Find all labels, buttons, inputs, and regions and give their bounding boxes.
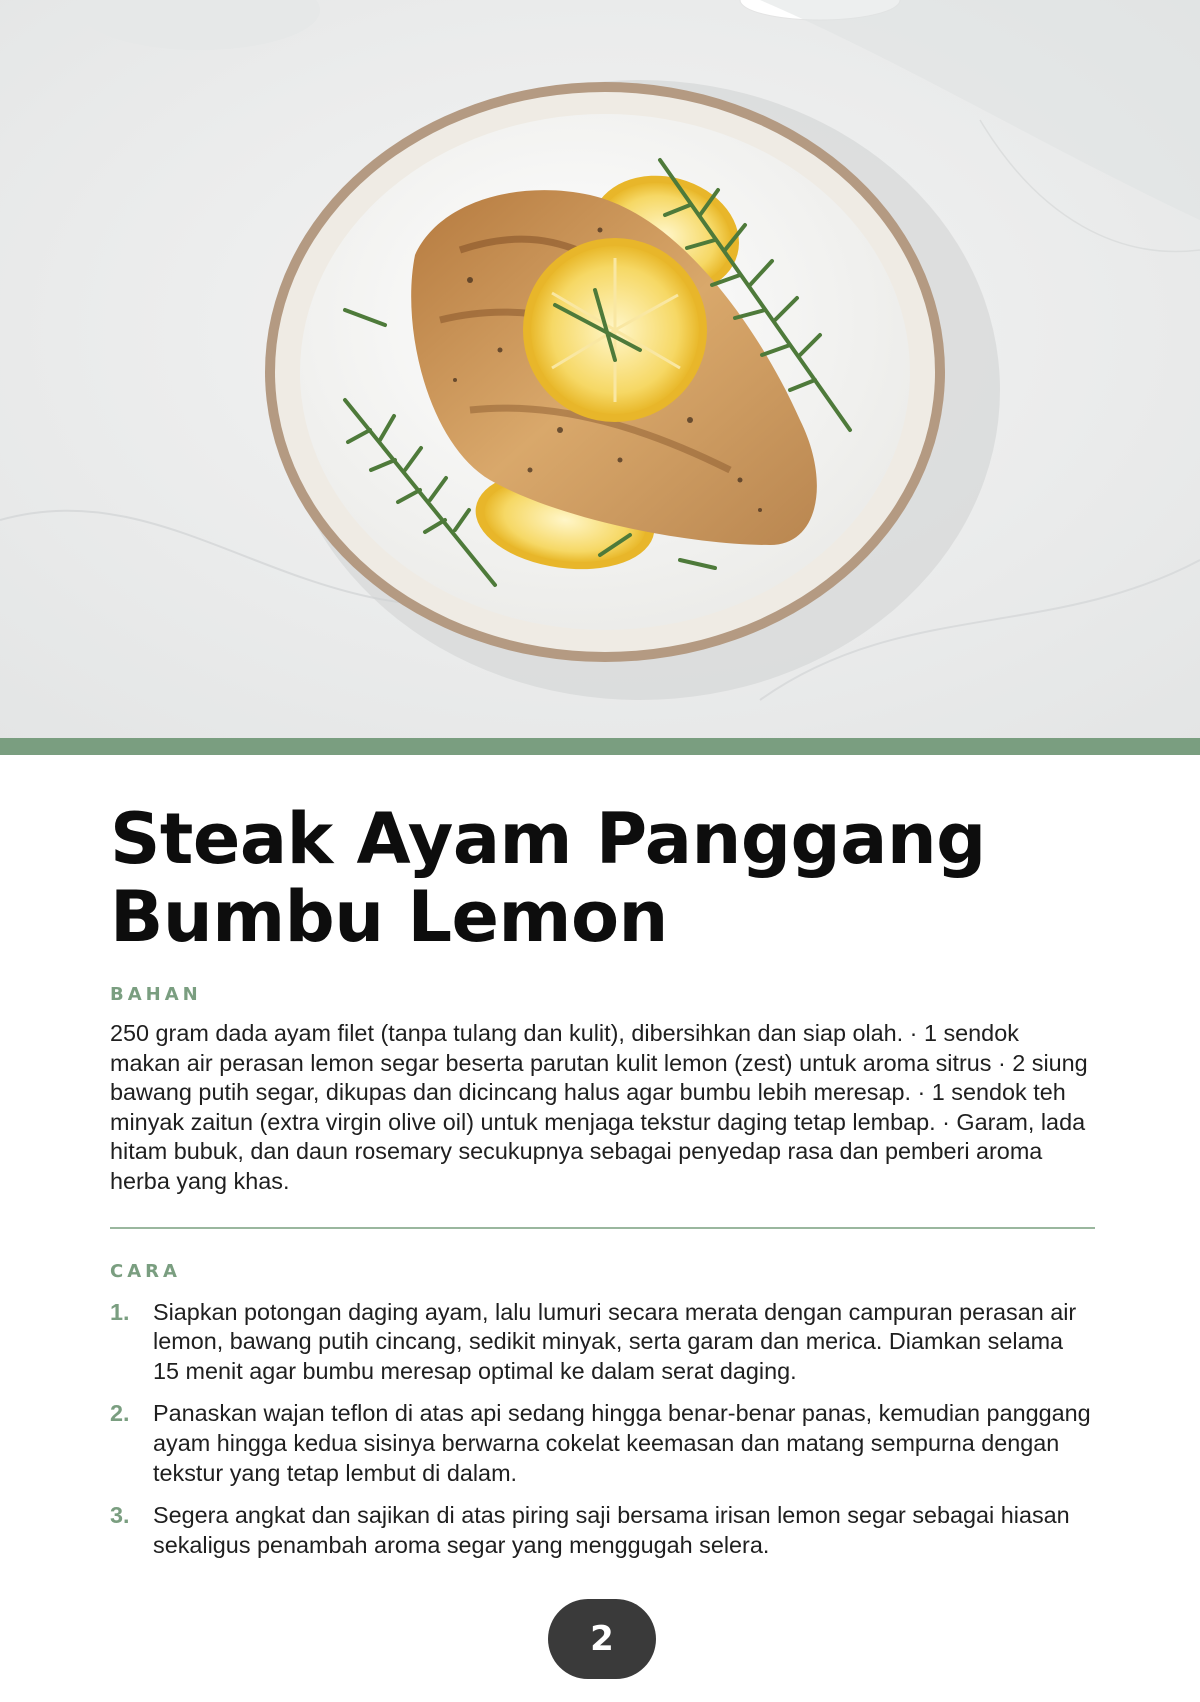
ingredients-text: 250 gram dada ayam filet (tanpa tulang dan kulit), dibersihkan dan siap olah. · 1 sendok makan air perasan lemon segar beserta parutan kulit lemon (zest) untuk aroma sitrus · 2 siung bawang putih segar, dikupas dan dicincang halus agar bumbu lebih meresap. · 1 sendok teh minyak zaitun (extra virgin olive oil) untuk menjaga tekstur daging tetap lembap. · Garam, lada hitam bubuk, dan daun rosemary secukupnya sebagai penyedap rasa dan pemberi aroma herba yang khas. xyxy=(110,1020,1088,1194)
page-number-badge: 2 xyxy=(548,1599,656,1679)
step-text: Siapkan potongan daging ayam, lalu lumuri secara merata dengan campuran perasan air lemon, bawang putih cincang, sedikit minyak, serta garam dan merica. Diamkan selama 15 menit agar bumbu meresap optimal ke dalam serat daging. xyxy=(153,1298,1077,1384)
step-number: 3. xyxy=(110,1502,130,1529)
step-number: 2. xyxy=(110,1400,130,1427)
steps-heading: CARA xyxy=(110,1260,181,1282)
recipe-title-line-2: Bumbu Lemon xyxy=(110,876,668,958)
recipe-title xyxy=(110,800,1095,956)
ingredients-heading: BAHAN xyxy=(110,984,202,1005)
grilled-chicken-plate-illustration xyxy=(0,0,1200,738)
step-text: Panaskan wajan teflon di atas api sedang hingga benar-benar panas, kemudian panggang ayam hingga kedua sisinya berwarna cokelat keemasan dan matang sempurna dengan tekstur yang tetap lembut di dalam. xyxy=(153,1400,1091,1486)
step-item xyxy=(110,1501,1095,1560)
recipe-title-line-1: Steak Ayam Panggang xyxy=(110,798,986,880)
accent-divider-bar xyxy=(0,738,1200,755)
recipe-card xyxy=(110,800,1095,1573)
step-item xyxy=(110,1298,1095,1387)
step-number: 1. xyxy=(110,1298,130,1325)
step-item xyxy=(110,1399,1095,1488)
hero-photo xyxy=(0,0,1200,738)
section-divider xyxy=(110,1227,1095,1229)
steps-list xyxy=(110,1298,1095,1561)
step-text: Segera angkat dan sajikan di atas piring saji bersama irisan lemon segar sebagai hiasan sekaligus penambah aroma segar yang menggugah selera. xyxy=(153,1502,1070,1558)
